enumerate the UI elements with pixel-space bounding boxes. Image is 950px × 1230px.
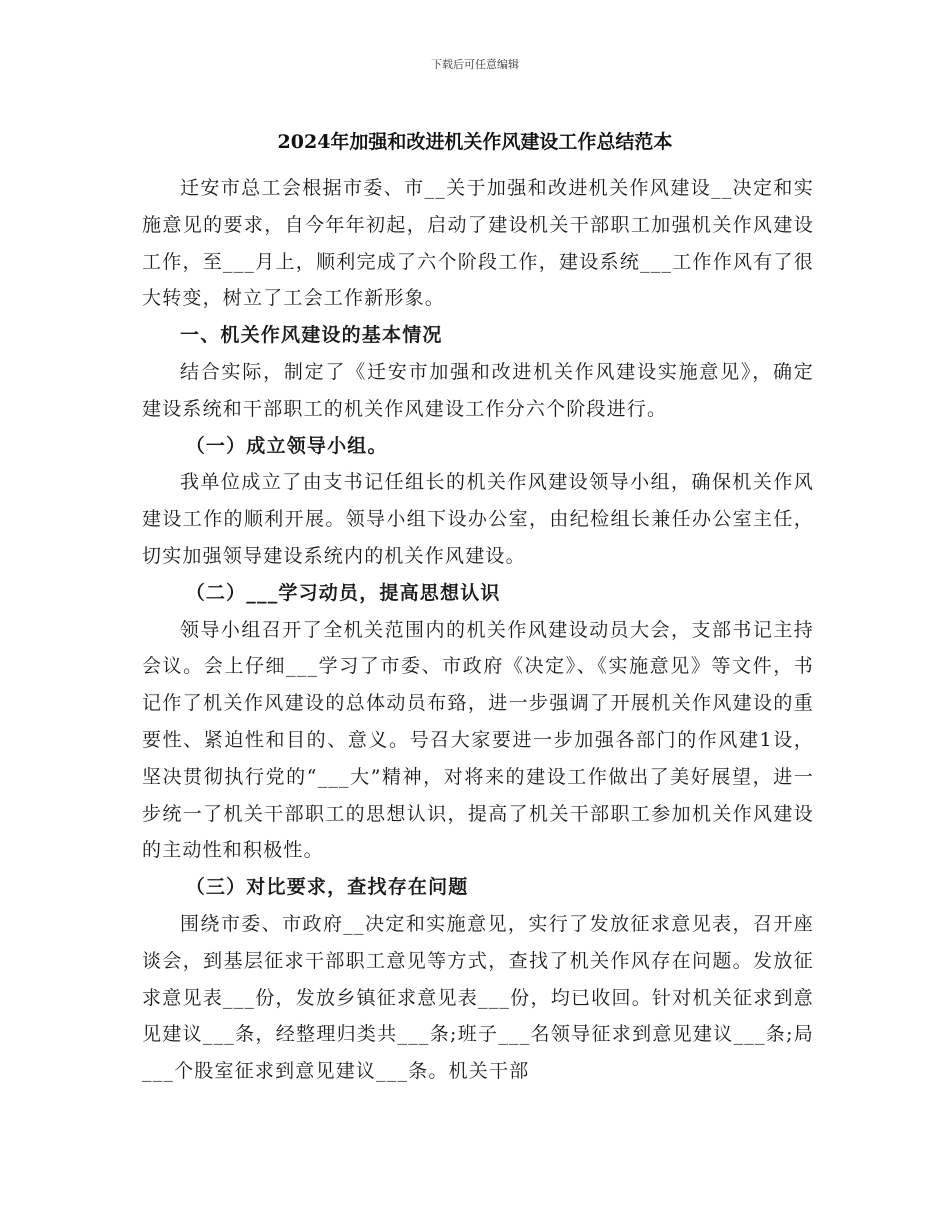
document-body xyxy=(142,170,814,1090)
paragraph-problems: 围绕市委、市政府__决定和实施意见，实行了发放征求意见表，召开座谈会，到基层征求干部职工意见等方式，查找了机关作风存在问题。发放征求意见表___份，发放乡镇征求意见表___份，均已收回。针对机关征求到意见建议___条，经整理归类共___条;班子___名领导征求到意见建议___条;局___个股室征求到意见建议___条。机关干部 xyxy=(142,912,814,1083)
paragraph-intro: 迁安市总工会根据市委、市__关于加强和改进机关作风建设__决定和实施意见的要求，自今年年初起，启动了建设机关干部职工加强机关作风建设工作，至___月上，顺利完成了六个阶段工作，建设系统___工作作风有了很大转变，树立了工会工作新形象。 xyxy=(142,177,814,310)
document-title: 2024年加强和改进机关作风建设工作总结范本 xyxy=(277,131,673,153)
paragraph-overview: 结合实际，制定了《迁安市加强和改进机关作风建设实施意见》，确定建设系统和干部职工的机关作风建设工作分六个阶段进行。 xyxy=(142,360,814,420)
subsection-heading-1: （一）成立领导小组。 xyxy=(185,434,388,457)
page-header-note: 下载后可任意编辑 xyxy=(431,58,519,71)
section-heading-1: 一、机关作风建设的基本情况 xyxy=(180,324,443,347)
subsection-heading-3: （三）对比要求，查找存在问题 xyxy=(185,876,469,899)
subsection-heading-2: （二）___学习动员，提高思想认识 xyxy=(185,581,501,604)
paragraph-mobilization: 领导小组召开了全机关范围内的机关作风建设动员大会，支部书记主持会议。会上仔细___学习了市委、市政府《决定》、《实施意见》等文件，书记作了机关作风建设的总体动员布臵，进一步强调了开展机关作风建设的重要性、紧迫性和目的、意义。号召大家要进一步加强各部门的作风建1设，坚决贯彻执行党的“___大”精神，对将来的建设工作做出了美好展望，进一步统一了机关干部职工的思想认识，提高了机关干部职工参加机关作风建设的主动性和积极性。 xyxy=(142,618,814,862)
paragraph-leadership: 我单位成立了由支书记任组长的机关作风建设领导小组，确保机关作风建设工作的顺利开展。领导小组下设办公室，由纪检组长兼任办公室主任，切实加强领导建设系统内的机关作风建设。 xyxy=(142,471,814,567)
